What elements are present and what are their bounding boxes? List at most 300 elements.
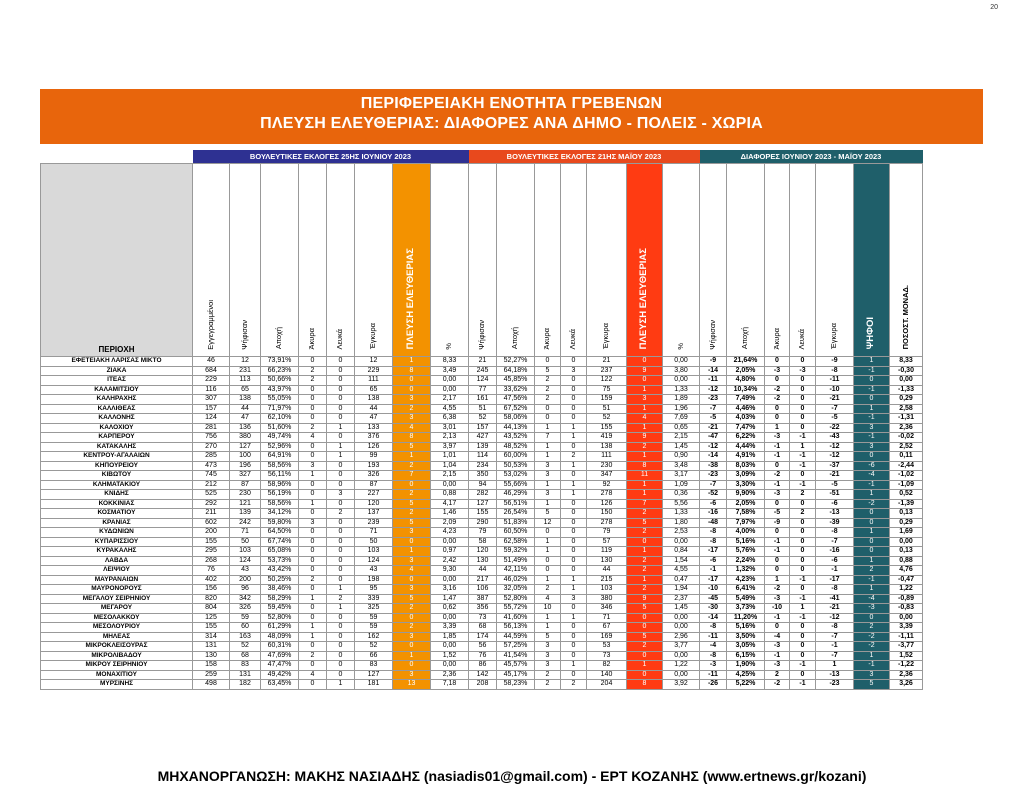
value-cell: -1 [854,575,890,585]
value-cell: -26 [700,680,727,690]
value-cell: 41,60% [497,613,535,623]
value-cell: -1,31 [890,414,923,424]
column-header-label: Έγκυρα [829,323,839,350]
value-cell: 103 [587,585,627,595]
value-cell: 0 [561,414,587,424]
value-cell: 1 [627,423,663,433]
value-cell: 2 [393,604,431,614]
value-cell: 2 [299,423,327,433]
value-cell: 3,39 [431,623,469,633]
value-cell: 58 [469,537,497,547]
value-cell: 3 [535,461,561,471]
column-header-label: Ψήφισαν [707,319,717,350]
column-header-label: Ψήφισαν [477,319,487,350]
value-cell: 0 [561,404,587,414]
value-cell: 5 [535,509,561,519]
value-cell: 4,55 [663,566,700,576]
value-cell: 0 [854,547,890,557]
value-cell: 106 [469,585,497,595]
value-cell: 2 [327,509,355,519]
column-header-diff-0 [700,164,727,357]
value-cell: 64,50% [261,528,299,538]
value-cell: 0 [627,670,663,680]
value-cell: 76 [469,651,497,661]
value-cell: 295 [193,547,230,557]
value-cell: 0 [561,509,587,519]
value-cell: 5 [393,594,431,604]
value-cell: -10 [816,385,854,395]
value-cell: -52 [700,490,727,500]
value-cell: -2 [765,395,790,405]
value-cell: 0 [299,395,327,405]
column-header-diff-4 [816,164,854,357]
value-cell: 3,09% [727,471,765,481]
value-cell: 44 [587,566,627,576]
value-cell: -1 [765,480,790,490]
value-cell: 60,31% [261,642,299,652]
value-cell: 5 [627,518,663,528]
value-cell: 0 [327,651,355,661]
value-cell: -1 [790,452,816,462]
value-cell: 419 [587,433,627,443]
value-cell: 66,23% [261,366,299,376]
value-cell: 136 [230,423,261,433]
value-cell: 161 [469,395,497,405]
table-row [41,556,923,566]
value-cell: 0 [765,623,790,633]
value-cell: 73 [587,651,627,661]
value-cell: 122 [587,376,627,386]
value-cell: 0,00 [890,537,923,547]
value-cell: 53,73% [261,556,299,566]
value-cell: 67,74% [261,537,299,547]
value-cell: 38,46% [261,585,299,595]
results-table-wrapper [40,150,923,690]
value-cell: 0 [765,556,790,566]
table-row [41,366,923,376]
value-cell: 1,96 [663,404,700,414]
group-header-row [41,150,923,164]
value-cell: 0 [299,509,327,519]
value-cell: -1 [816,566,854,576]
region-name-cell: ΚΝΙΔΗΣ [41,490,193,500]
value-cell: -5 [700,414,727,424]
value-cell: 0 [790,585,816,595]
value-cell: -37 [816,461,854,471]
table-row [41,452,923,462]
region-name-cell: ΚΑΛΗΡΑΧΗΣ [41,395,193,405]
value-cell: 60 [230,623,261,633]
value-cell: 0 [535,556,561,566]
results-table-body [41,357,923,690]
value-cell: 1 [790,442,816,452]
value-cell: 0 [299,680,327,690]
value-cell: -22 [816,423,854,433]
value-cell: 79 [469,528,497,538]
value-cell: 53 [587,642,627,652]
value-cell: 325 [355,604,393,614]
value-cell: 100 [230,452,261,462]
table-row [41,490,923,500]
value-cell: 1 [535,452,561,462]
value-cell: 43,42% [261,566,299,576]
value-cell: 0 [790,357,816,367]
value-cell: 58,23% [497,680,535,690]
value-cell: 230 [230,490,261,500]
value-cell: 182 [230,680,261,690]
value-cell: 290 [469,518,497,528]
page-number: 20 [990,4,998,11]
value-cell: 3,16 [431,585,469,595]
value-cell: 3,50% [727,632,765,642]
value-cell: 2,42 [431,556,469,566]
value-cell: 51 [469,404,497,414]
value-cell: 281 [193,423,230,433]
value-cell: 1,22 [663,661,700,671]
value-cell: 1,69 [890,528,923,538]
value-cell: 3 [854,423,890,433]
value-cell: 1 [393,357,431,367]
table-row [41,509,923,519]
value-cell: 1 [299,499,327,509]
value-cell: 67 [587,623,627,633]
value-cell: 0 [299,357,327,367]
value-cell: 4 [393,566,431,576]
value-cell: 55,72% [497,604,535,614]
value-cell: 157 [469,423,497,433]
value-cell: 138 [355,395,393,405]
value-cell: 0 [393,537,431,547]
value-cell: 58,96% [261,480,299,490]
value-cell: 46,29% [497,490,535,500]
value-cell: 0,00 [663,651,700,661]
value-cell: 1,32% [727,566,765,576]
value-cell: 2 [299,651,327,661]
value-cell: 0 [327,433,355,443]
value-cell: 525 [193,490,230,500]
value-cell: 1 [535,575,561,585]
value-cell: 198 [355,575,393,585]
value-cell: 0 [327,461,355,471]
value-cell: -2,44 [890,461,923,471]
value-cell: -12 [816,442,854,452]
value-cell: -8 [816,528,854,538]
value-cell: 1 [561,661,587,671]
value-cell: 2,36 [890,670,923,680]
value-cell: 3 [393,632,431,642]
value-cell: -1 [790,480,816,490]
value-cell: -23 [816,680,854,690]
value-cell: -7 [816,537,854,547]
value-cell: 65,08% [261,547,299,557]
value-cell: 8 [627,461,663,471]
value-cell: 0 [535,357,561,367]
value-cell: 41,54% [497,651,535,661]
value-cell: 50,25% [261,575,299,585]
value-cell: -39 [816,518,854,528]
table-row [41,471,923,481]
value-cell: 1 [627,547,663,557]
value-cell: 2 [535,385,561,395]
value-cell: 0 [327,414,355,424]
region-name-cell: ΛΑΒΔΑ [41,556,193,566]
value-cell: 59,32% [497,547,535,557]
value-cell: 127 [230,442,261,452]
region-name-cell: ΚΛΗΜΑΤΑΚΙΟΥ [41,480,193,490]
value-cell: 0 [327,499,355,509]
value-cell: 2,52 [890,442,923,452]
value-cell: 2,36 [890,423,923,433]
value-cell: 9 [627,594,663,604]
value-cell: 52,80% [261,613,299,623]
value-cell: 60,00% [497,452,535,462]
region-name-cell: ΕΦΕΤΕΙΑΚΗ ΛΑΡΙΣΑΣ ΜΙΚΤΟ [41,357,193,367]
value-cell: 9,90% [727,490,765,500]
value-cell: 2 [790,509,816,519]
group-header-gap [41,150,193,164]
value-cell: 3 [299,461,327,471]
value-cell: -7 [816,404,854,414]
value-cell: 3 [535,642,561,652]
value-cell: 0 [327,480,355,490]
value-cell: 51,49% [497,556,535,566]
value-cell: -1 [854,366,890,376]
value-cell: 68 [230,651,261,661]
value-cell: 217 [469,575,497,585]
value-cell: 5 [627,632,663,642]
value-cell: 804 [193,604,230,614]
value-cell: 83 [355,661,393,671]
value-cell: -2 [854,499,890,509]
value-cell: 5 [854,680,890,690]
value-cell: 3,77 [663,642,700,652]
region-name-cell: ΚΑΛΛΙΘΕΑΣ [41,404,193,414]
value-cell: 227 [355,490,393,500]
value-cell: 0 [790,376,816,386]
value-cell: 1,33 [663,509,700,519]
value-cell: 6,22% [727,433,765,443]
value-cell: 0,52 [890,490,923,500]
value-cell: 339 [355,594,393,604]
value-cell: -2 [765,680,790,690]
value-cell: 0 [561,566,587,576]
value-cell: 0,84 [663,547,700,557]
value-cell: 0 [393,385,431,395]
value-cell: 745 [193,471,230,481]
value-cell: 43,52% [497,433,535,443]
column-header-may-0 [469,164,497,357]
value-cell: 1,52 [431,651,469,661]
value-cell: 12 [355,357,393,367]
value-cell: 8,03% [727,461,765,471]
value-cell: 7,97% [727,518,765,528]
value-cell: 0,88 [890,556,923,566]
value-cell: 5 [393,499,431,509]
column-header-diff-6 [890,164,923,357]
value-cell: 47,47% [261,661,299,671]
value-cell: 2 [393,490,431,500]
value-cell: -17 [816,575,854,585]
table-row [41,357,923,367]
value-cell: 0 [327,623,355,633]
value-cell: 1,04 [431,461,469,471]
value-cell: 2 [765,670,790,680]
column-header-label: Εγγεγραμμένοι [205,299,215,350]
value-cell: 0 [790,395,816,405]
results-table [40,150,923,690]
value-cell: 1 [327,452,355,462]
value-cell: -6 [816,499,854,509]
column-header-label: Λευκά [797,329,807,350]
value-cell: 6,15% [727,651,765,661]
value-cell: 111 [355,376,393,386]
column-header-label: % [675,342,685,350]
value-cell: 7 [393,471,431,481]
value-cell: -38 [700,461,727,471]
region-name-cell: ΜΗΛΕΑΣ [41,632,193,642]
value-cell: 58,29% [261,594,299,604]
value-cell: 44,13% [497,423,535,433]
value-cell: 0 [327,366,355,376]
footer-credit: ΜΗΧΑΝΟΡΓΑΝΩΣΗ: ΜΑΚΗΣ ΝΑΣΙΑΔΗΣ (nasiadis01@gmail.com) - ΕΡΤ ΚΟΖΑΝΗΣ (www.ertnews.gr/kozani) [157,768,867,784]
value-cell: -45 [700,594,727,604]
value-cell: 204 [587,680,627,690]
value-cell: 120 [355,499,393,509]
region-name-cell: ΚΟΣΜΑΤΙΟΥ [41,509,193,519]
table-row [41,499,923,509]
value-cell: 0 [299,642,327,652]
value-cell: -8 [700,623,727,633]
value-cell: 326 [230,604,261,614]
value-cell: 21 [587,357,627,367]
column-header-june-6 [393,164,431,357]
value-cell: 3,73% [727,604,765,614]
value-cell: -12 [816,613,854,623]
column-header-june-5 [355,164,393,357]
value-cell: 1 [627,404,663,414]
value-cell: 1 [327,423,355,433]
value-cell: -21 [816,471,854,481]
value-cell: 56,51% [497,499,535,509]
value-cell: 212 [193,480,230,490]
value-cell: 157 [193,404,230,414]
value-cell: 133 [355,423,393,433]
region-name-cell: ΜΙΚΡΟΚΛΕΙΣΟΥΡΑΣ [41,642,193,652]
value-cell: -23 [700,395,727,405]
value-cell: 56,13% [497,623,535,633]
region-name-cell: ΚΑΡΠΕΡΟΥ [41,433,193,443]
value-cell: 3,17 [663,471,700,481]
column-header-june-3 [299,164,327,357]
table-row [41,433,923,443]
column-header-region: ΠΕΡΙΟΧΗ [41,164,193,357]
value-cell: 1 [327,680,355,690]
value-cell: -9 [765,518,790,528]
value-cell: 3 [854,442,890,452]
value-cell: 0 [299,480,327,490]
value-cell: 130 [587,556,627,566]
value-cell: 2 [393,404,431,414]
value-cell: 5,16% [727,537,765,547]
value-cell: 8 [627,680,663,690]
value-cell: 87 [355,480,393,490]
value-cell: -9 [700,357,727,367]
value-cell: 4,03% [727,414,765,424]
value-cell: 60,50% [497,528,535,538]
value-cell: 2,15 [431,471,469,481]
value-cell: 234 [469,461,497,471]
value-cell: 3,26 [890,680,923,690]
value-cell: 0 [393,613,431,623]
value-cell: 3 [393,556,431,566]
value-cell: 1 [535,537,561,547]
table-row [41,376,923,386]
value-cell: 0 [627,623,663,633]
value-cell: 50 [230,537,261,547]
value-cell: 46,02% [497,575,535,585]
value-cell: -12 [700,442,727,452]
value-cell: 67,52% [497,404,535,414]
value-cell: 1 [299,632,327,642]
value-cell: 0 [561,632,587,642]
value-cell: 3,39 [890,623,923,633]
table-row [41,442,923,452]
value-cell: -0,89 [890,594,923,604]
table-row [41,585,923,595]
value-cell: 0,00 [663,670,700,680]
value-cell: 4,00% [727,528,765,538]
value-cell: 71,97% [261,404,299,414]
value-cell: 126 [587,499,627,509]
value-cell: 138 [587,442,627,452]
value-cell: 59 [355,623,393,633]
value-cell: 3 [327,490,355,500]
value-cell: 0,36 [663,490,700,500]
value-cell: 162 [355,632,393,642]
value-cell: -3 [854,604,890,614]
value-cell: 131 [230,670,261,680]
value-cell: 83 [230,661,261,671]
value-cell: 5 [535,366,561,376]
value-cell: 0 [299,585,327,595]
value-cell: 47,69% [261,651,299,661]
value-cell: 2 [561,452,587,462]
value-cell: 3 [535,651,561,661]
value-cell: 0 [627,537,663,547]
column-header-row [41,164,923,357]
value-cell: 76 [193,566,230,576]
value-cell: 2,09 [431,518,469,528]
value-cell: -21 [816,604,854,614]
value-cell: -8 [816,366,854,376]
region-name-cell: ΚΥΡΑΚΑΛΗΣ [41,547,193,557]
value-cell: 127 [469,499,497,509]
value-cell: 0,00 [431,480,469,490]
value-cell: 0 [327,395,355,405]
value-cell: 0 [790,566,816,576]
value-cell: 2 [627,585,663,595]
value-cell: 4,76 [890,566,923,576]
value-cell: -3 [765,490,790,500]
value-cell: 278 [587,518,627,528]
value-cell: 3,30% [727,480,765,490]
value-cell: 2 [535,585,561,595]
value-cell: 1 [561,433,587,443]
value-cell: 142 [469,670,497,680]
value-cell: 0 [299,385,327,395]
value-cell: 7 [535,433,561,443]
value-cell: -0,83 [890,604,923,614]
